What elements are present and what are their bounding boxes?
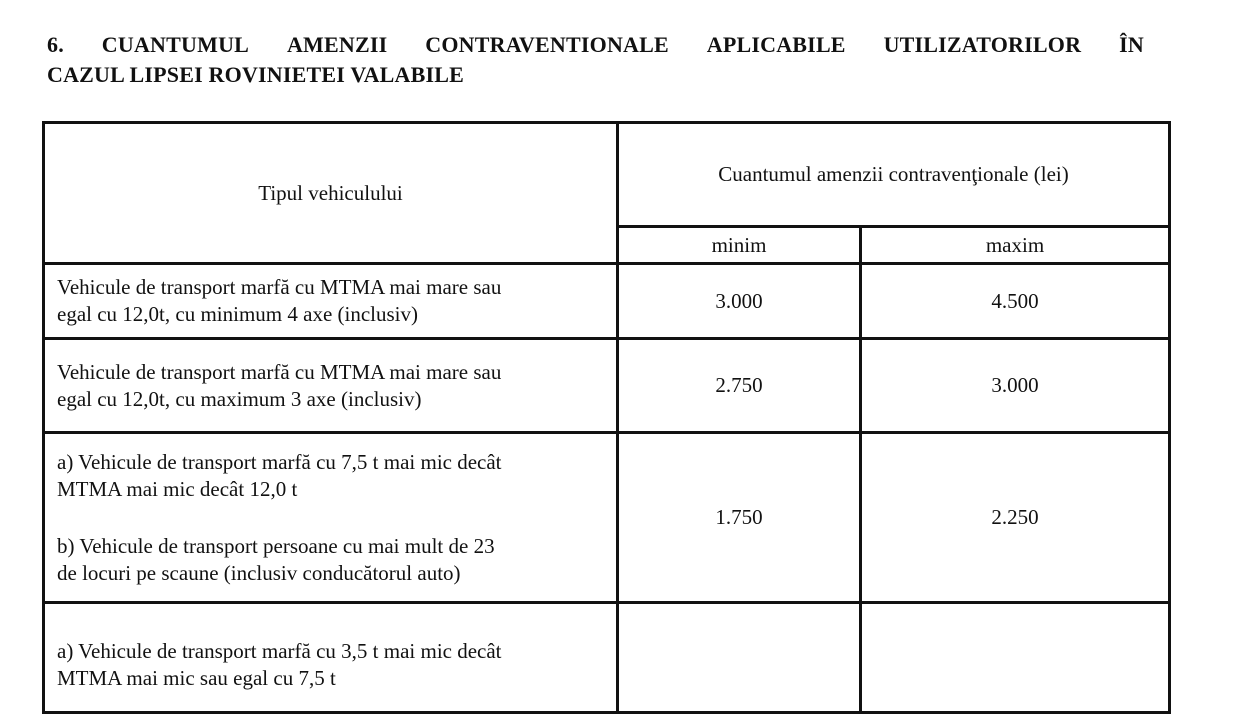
vehicle-type-cell [44,603,618,713]
table-row [44,433,1170,603]
section-heading-line2: CAZUL LIPSEI ROVINIETEI VALABILE [47,62,465,87]
min-fine-cell: 2.750 [618,339,861,433]
min-fine-cell: 3.000 [618,264,861,339]
heading-word: CUANTUMUL [101,32,250,57]
spacer [57,503,604,533]
vehicle-type-line: MTMA mai mic decât 12,0 t [57,476,298,501]
max-fine-cell: 4.500 [861,264,1170,339]
heading-word: APLICABILE [706,32,846,57]
vehicle-type-line: MTMA mai mic sau egal cu 7,5 t [57,666,336,690]
vehicle-type-line: a) Vehicule de transport marfă cu 7,5 t mai mic decât [57,449,502,474]
section-heading-line1 [47,30,1144,60]
header-max: maxim [861,227,1170,264]
fines-table [42,121,1171,714]
max-fine-cell [861,603,1170,713]
heading-word: CONTRAVENTIONALE [425,32,669,57]
max-fine-cell: 3.000 [861,339,1170,433]
max-fine-cell: 2.250 [861,433,1170,603]
min-fine-cell [618,603,861,713]
vehicle-type-line: a) Vehicule de transport marfă cu 3,5 t mai mic decât [57,639,502,663]
vehicle-type-line: de locuri pe scaune (inclusiv conducătorul auto) [57,560,461,585]
heading-word: UTILIZATORILOR [883,32,1082,57]
heading-word: ÎN [1119,32,1144,57]
heading-word: AMENZII [286,32,388,57]
vehicle-type-cell [44,433,618,603]
header-fine-amount: Cuantumul amenzii contravenţionale (lei) [618,123,1170,227]
table-row [44,264,1170,339]
vehicle-type-line: egal cu 12,0t, cu maximum 3 axe (inclusiv) [57,386,422,411]
vehicle-type-line: b) Vehicule de transport persoane cu mai mult de 23 [57,533,495,558]
header-vehicle-type: Tipul vehiculului [44,123,618,264]
vehicle-type-line: Vehicule de transport marfă cu MTMA mai mare sau [57,275,502,299]
vehicle-type-line: Vehicule de transport marfă cu MTMA mai mare sau [57,359,502,384]
table-row [44,339,1170,433]
section-heading [47,30,1144,90]
vehicle-type-cell [44,264,618,339]
table-row [44,603,1170,713]
vehicle-type-line: egal cu 12,0t, cu minimum 4 axe (inclusiv) [57,302,418,326]
vehicle-type-cell [44,339,618,433]
heading-word: 6. [47,32,64,57]
header-min: minim [618,227,861,264]
min-fine-cell: 1.750 [618,433,861,603]
